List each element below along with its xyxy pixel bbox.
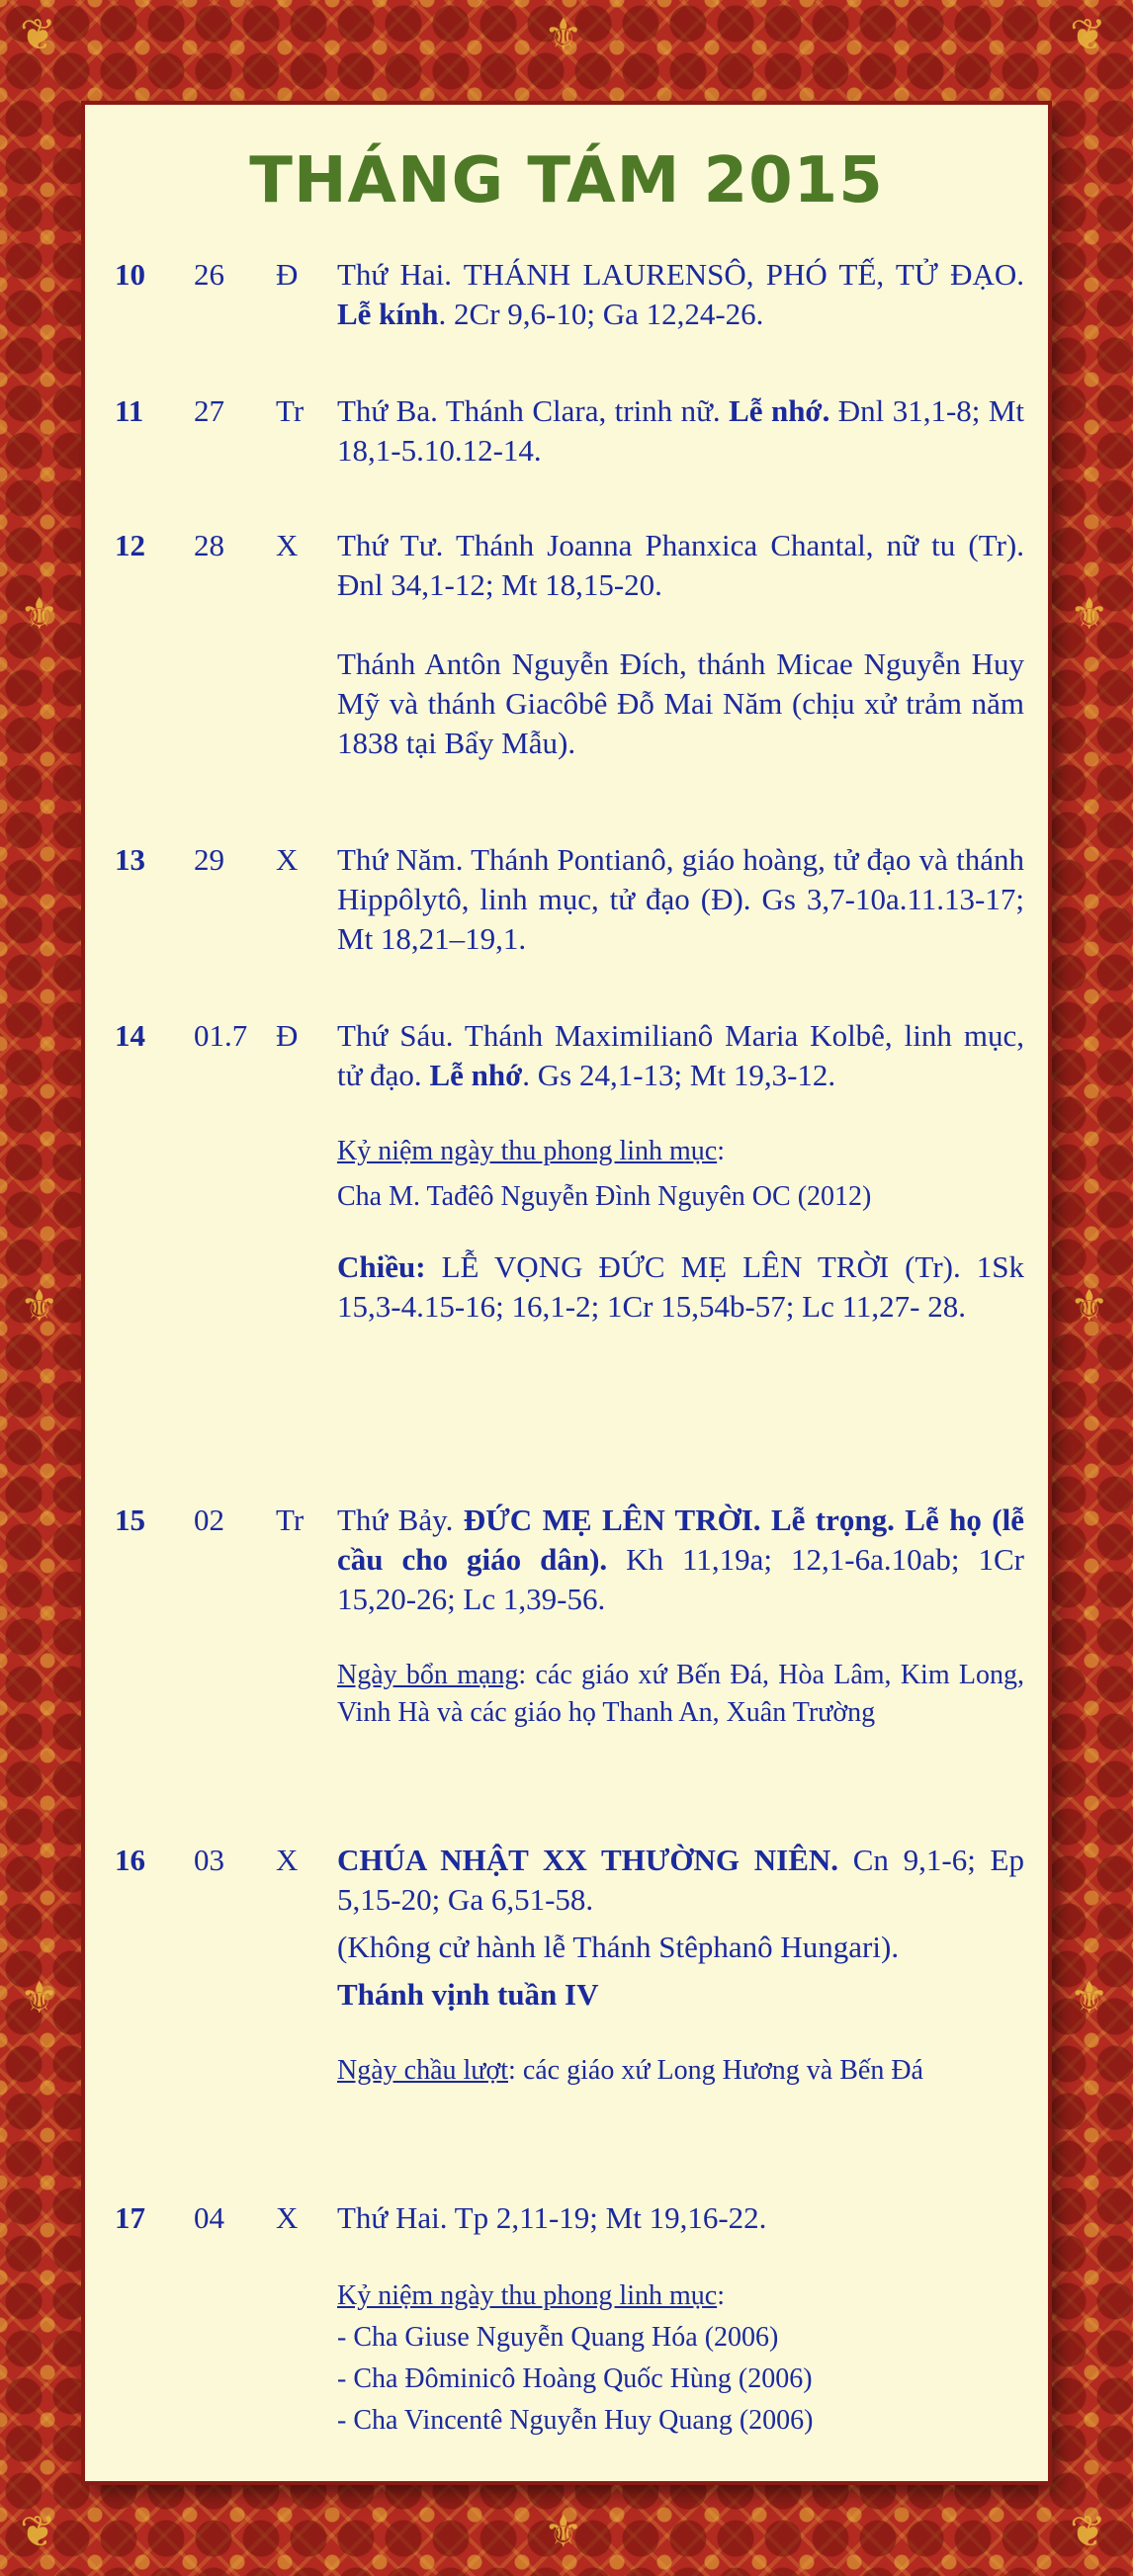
- anniversary-colon: :: [717, 1136, 725, 1166]
- flourish-icon: ⚜: [544, 11, 583, 59]
- anniversary-text: Cha M. Tađêô Nguyễn Đình Nguyên OC (2012): [337, 1181, 872, 1212]
- anniversary-colon: :: [717, 2280, 725, 2311]
- readings: . Gs 24,1-13; Mt 19,3-12.: [522, 1058, 836, 1092]
- solar-day: 11: [115, 393, 144, 428]
- flourish-icon: ⚜: [20, 1974, 59, 2022]
- entry-text: [337, 1016, 1024, 1327]
- lunar-day: 02: [194, 1503, 224, 1537]
- lunar-day: 29: [194, 842, 224, 877]
- liturgical-color: Tr: [276, 1503, 305, 1537]
- lunar-day: 28: [194, 528, 224, 562]
- anniversary-list-item: - Cha Vincentê Nguyễn Huy Quang (2006): [337, 2405, 814, 2436]
- readings: Kh 11,19a; 12,1-6a.10ab; 1Cr 15,20-26; Lc 1,39-56.: [337, 1542, 1024, 1616]
- solar-day: 14: [115, 1018, 145, 1053]
- entry-text: [337, 840, 1024, 959]
- liturgical-color: Đ: [276, 1018, 299, 1053]
- entry-line: Thứ Hai. Tp 2,11-19; Mt 19,16-22.: [337, 2200, 767, 2235]
- rank: Lễ nhớ.: [729, 393, 830, 428]
- lunar-day: 01.7: [194, 1018, 248, 1053]
- flourish-icon: ⚜: [1070, 1974, 1109, 2022]
- rank: Lễ nhớ: [429, 1058, 523, 1092]
- calendar-panel: [85, 105, 1048, 2481]
- evening-label: Chiều:: [337, 1249, 426, 1284]
- rank: CHÚA NHẬT XX THƯỜNG NIÊN.: [337, 1843, 839, 1877]
- entry-note: Thánh Antôn Nguyễn Đích, thánh Micae Nguyễn Huy Mỹ và thánh Giacôbê Đỗ Mai Năm (chịu xử trảm năm 1838 tại Bẩy Mẫu).: [337, 646, 1024, 760]
- anniversary-label: Kỷ niệm ngày thu phong linh mục: [337, 1136, 718, 1166]
- liturgical-color: X: [276, 528, 299, 562]
- evening-text: LỄ VỌNG ĐỨC MẸ LÊN TRỜI (Tr). 1Sk 15,3-4.15-16; 16,1-2; 1Cr 15,54b-57; Lc 11,27- 28.: [337, 1249, 1024, 1324]
- entry-note: (Không cử hành lễ Thánh Stêphanô Hungari).: [337, 1930, 900, 1964]
- entry-line: Thứ Ba. Thánh Clara, trinh nữ.: [337, 393, 730, 428]
- liturgical-color: X: [276, 842, 299, 877]
- solar-day: 16: [115, 1843, 145, 1877]
- flourish-icon: ❦: [20, 2508, 56, 2556]
- readings: . 2Cr 9,6-10; Ga 12,24-26.: [438, 297, 764, 331]
- page-title: THÁNG TÁM 2015: [249, 144, 884, 217]
- flourish-icon: ❦: [1070, 11, 1106, 59]
- solar-day: 17: [115, 2200, 145, 2235]
- entry-line: Thứ Sáu. Thánh Maximilianô Maria Kolbê, linh mục, tử đạo.: [337, 1018, 1024, 1092]
- patron-label: Ngày bổn mạng: [337, 1660, 519, 1690]
- lunar-day: 26: [194, 257, 224, 292]
- patron-text: : các giáo xứ Bến Đá, Hòa Lâm, Kim Long, Vinh Hà và các giáo họ Thanh An, Xuân Trường: [337, 1660, 1024, 1728]
- lunar-day: 03: [194, 1843, 224, 1877]
- liturgical-color: X: [276, 2200, 299, 2235]
- psalter-week: Thánh vịnh tuần IV: [337, 1977, 599, 2012]
- entry-line: Thứ Tư. Thánh Joanna Phanxica Chantal, nữ tu (Tr). Đnl 34,1-12; Mt 18,15-20.: [337, 528, 1024, 602]
- entry-text: [337, 391, 1024, 471]
- entry-line: Thứ Hai. THÁNH LAURENSÔ, PHÓ TẾ, TỬ ĐẠO.: [337, 257, 1024, 292]
- solar-day: 10: [115, 257, 145, 292]
- adoration-text: : các giáo xứ Long Hương và Bến Đá: [508, 2055, 923, 2086]
- entry-text: [337, 2198, 1024, 2440]
- entry-line: Thứ Năm. Thánh Pontianô, giáo hoàng, tử đạo và thánh Hippôlytô, linh mục, tử đạo (Đ). Gs 3,7-10a.11.13-17; Mt 18,21–19,1.: [337, 842, 1024, 956]
- liturgical-color: Đ: [276, 257, 299, 292]
- solar-day: 12: [115, 528, 145, 562]
- anniversary-list-item: - Cha Giuse Nguyễn Quang Hóa (2006): [337, 2322, 779, 2353]
- entry-text: [337, 526, 1024, 763]
- entry-line: Thứ Bảy.: [337, 1503, 464, 1537]
- flourish-icon: ❦: [1070, 2508, 1106, 2556]
- flourish-icon: ⚜: [20, 590, 59, 639]
- solar-day: 13: [115, 842, 145, 877]
- flourish-icon: ❦: [20, 11, 56, 59]
- flourish-icon: ⚜: [544, 2508, 583, 2556]
- readings: Đnl 31,1-8; Mt 18,1-5.10.12-14.: [337, 393, 1024, 468]
- rank: Lễ kính: [337, 297, 439, 331]
- readings: Cn 9,1-6; Ep 5,15-20; Ga 6,51-58.: [337, 1843, 1024, 1917]
- entry-text: [337, 1501, 1024, 1732]
- adoration-label: Ngày chầu lượt: [337, 2055, 509, 2086]
- lunar-day: 27: [194, 393, 224, 428]
- flourish-icon: ⚜: [20, 1282, 59, 1331]
- solar-day: 15: [115, 1503, 145, 1537]
- anniversary-list-item: - Cha Đôminicô Hoàng Quốc Hùng (2006): [337, 2363, 813, 2394]
- anniversary-label: Kỷ niệm ngày thu phong linh mục: [337, 2280, 718, 2311]
- flourish-icon: ⚜: [1070, 1282, 1109, 1331]
- flourish-icon: ⚜: [1070, 590, 1109, 639]
- entry-text: [337, 1841, 1024, 2090]
- liturgical-color: X: [276, 1843, 299, 1877]
- entry-text: [337, 255, 1024, 334]
- liturgical-color: Tr: [276, 393, 305, 428]
- lunar-day: 04: [194, 2200, 224, 2235]
- rank: ĐỨC MẸ LÊN TRỜI. Lễ trọng. Lễ họ (lễ cầu cho giáo dân).: [337, 1503, 1024, 1577]
